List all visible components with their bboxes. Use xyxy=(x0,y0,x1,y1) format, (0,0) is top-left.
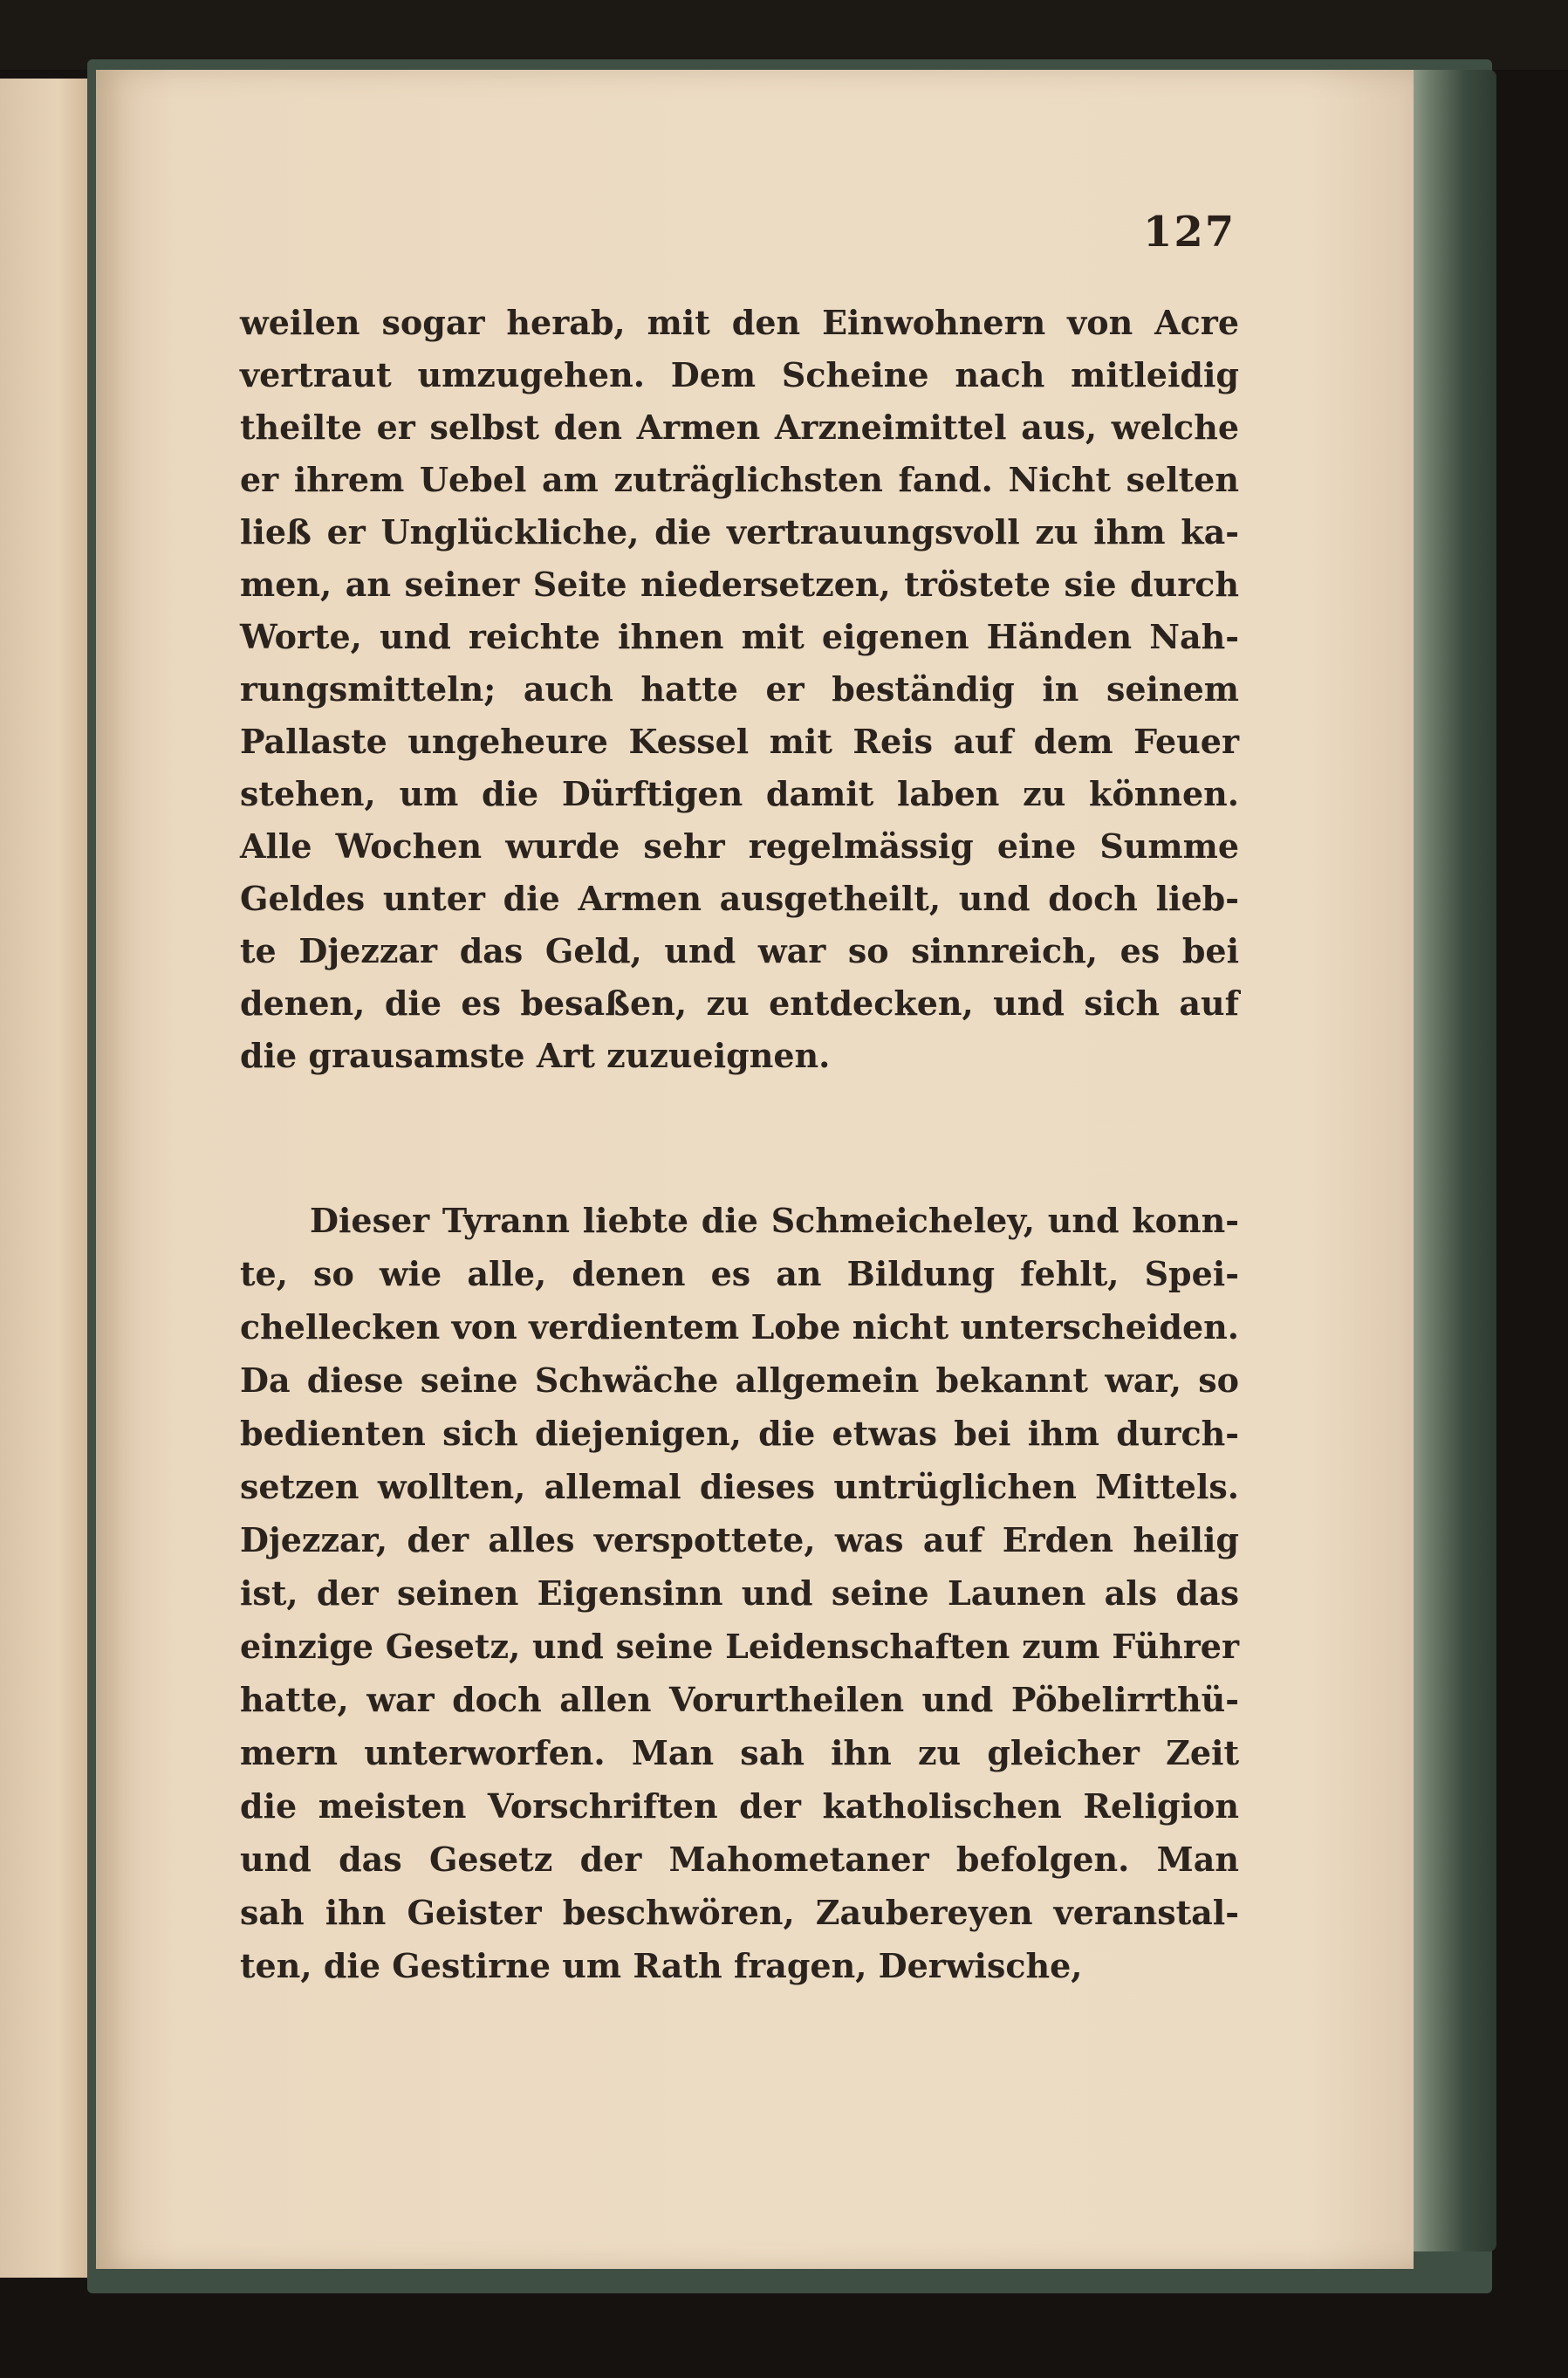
text-line: Djezzar, der alles verspottete, was auf Erden heilig xyxy=(240,1520,1239,1559)
text-line: vertraut umzugehen. Dem Scheine nach mitleidig xyxy=(240,355,1239,394)
text-line: einzige Gesetz, und seine Leidenschaften zum Führer xyxy=(240,1627,1239,1666)
text-line: mern unterworfen. Man sah ihn zu gleicher Zeit xyxy=(240,1733,1239,1772)
text-line: chellecken von verdientem Lobe nicht unterscheiden. xyxy=(240,1307,1239,1347)
text-line: er ihrem Uebel am zuträglichsten fand. Nicht selten xyxy=(240,460,1239,499)
text-line: Geldes unter die Armen ausgetheilt, und doch lieb- xyxy=(240,879,1239,918)
text-line: die meisten Vorschriften der katholischen Religion xyxy=(240,1786,1239,1826)
paragraph-2 xyxy=(240,1194,1239,1992)
text-line: Da diese seine Schwäche allgemein bekannt war, so xyxy=(240,1360,1239,1400)
text-line: te, so wie alle, denen es an Bildung fehlt, Spei- xyxy=(240,1254,1239,1293)
text-line: Worte, und reichte ihnen mit eigenen Händen Nah- xyxy=(240,617,1239,656)
text-line: ten, die Gestirne um Rath fragen, Derwische, xyxy=(240,1946,1083,1985)
text-line: Alle Wochen wurde sehr regelmässig eine Summe xyxy=(240,826,1239,866)
text-line: ließ er Unglückliche, die vertrauungsvoll zu ihm ka- xyxy=(240,512,1239,552)
text-line: rungsmitteln; auch hatte er beständig in seinem xyxy=(240,669,1239,709)
text-line: sah ihn Geister beschwören, Zaubereyen veranstal- xyxy=(240,1893,1239,1932)
text-line: ist, der seinen Eigensinn und seine Launen als das xyxy=(240,1573,1239,1613)
text-line: hatte, war doch allen Vorurtheilen und Pöbelirrthü- xyxy=(240,1680,1239,1719)
page-number: 127 xyxy=(1143,208,1236,257)
text-line: denen, die es besaßen, zu entdecken, und sich auf xyxy=(240,983,1239,1023)
text-line: setzen wollten, allemal dieses untrüglichen Mittels. xyxy=(240,1467,1239,1506)
text-line: und das Gesetz der Mahometaner befolgen. Man xyxy=(240,1840,1239,1879)
text-line: men, an seiner Seite niedersetzen, tröstete sie durch xyxy=(240,565,1239,604)
paragraph-1 xyxy=(240,297,1239,1082)
text-line: bedienten sich diejenigen, die etwas bei ihm durch- xyxy=(240,1414,1239,1453)
text-line: Dieser Tyrann liebte die Schmeicheley, und konn- xyxy=(310,1201,1239,1240)
text-line: stehen, um die Dürftigen damit laben zu können. xyxy=(240,774,1239,813)
facing-page-edge xyxy=(0,79,96,2278)
text-line: die grausamste Art zuzueignen. xyxy=(240,1036,831,1075)
text-line: weilen sogar herab, mit den Einwohnern von Acre xyxy=(240,303,1239,342)
text-line: Pallaste ungeheure Kessel mit Reis auf dem Feuer xyxy=(240,722,1239,761)
text-line: te Djezzar das Geld, und war so sinnreich, es bei xyxy=(240,931,1239,970)
text-line: theilte er selbst den Armen Arzneimittel aus, welche xyxy=(240,408,1239,447)
